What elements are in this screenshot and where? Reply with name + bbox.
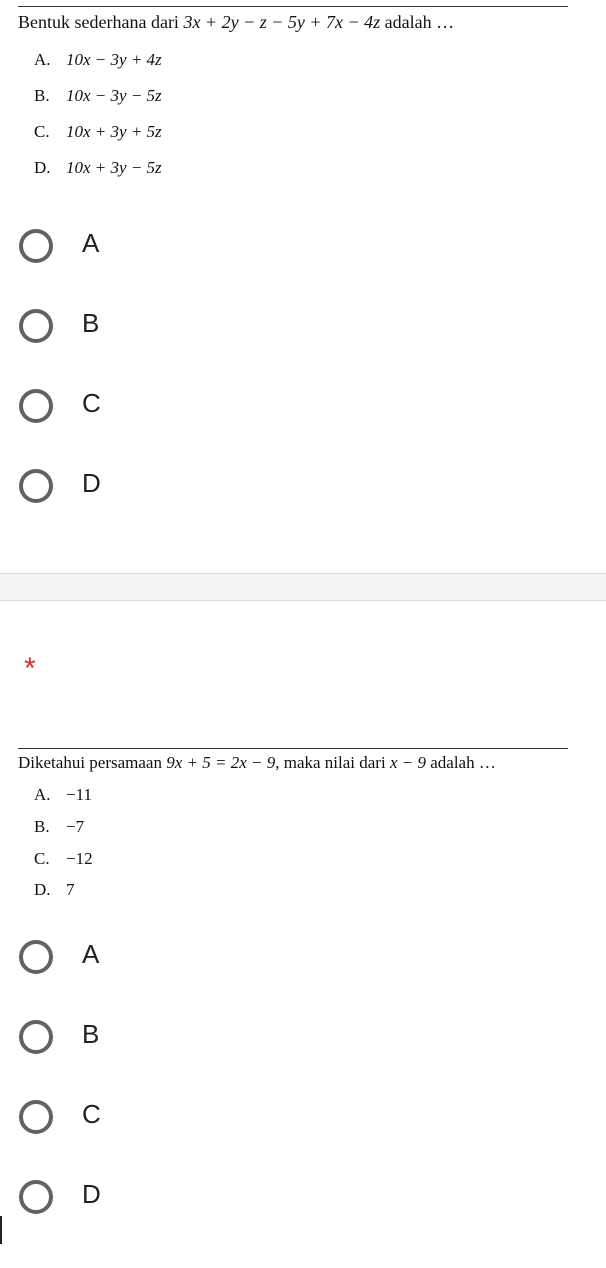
q2-choice-b[interactable]: [0, 1002, 606, 1072]
question-2-prompt-prefix: Diketahui persamaan: [18, 753, 167, 772]
question-2-option-a: [34, 785, 92, 805]
option-letter: A.: [34, 785, 51, 804]
option-letter: C.: [34, 122, 50, 141]
choice-label: A: [82, 939, 100, 969]
option-letter: A.: [34, 50, 51, 69]
question-1-option-a: [34, 50, 162, 70]
required-asterisk: *: [24, 652, 36, 685]
question-1-option-d: [34, 158, 162, 178]
q1-choice-d[interactable]: [0, 449, 606, 519]
radio-button[interactable]: [19, 940, 53, 974]
question-2-prompt-mid: , maka nilai dari: [275, 753, 390, 772]
radio-button[interactable]: [19, 229, 53, 263]
option-letter: D.: [34, 158, 51, 177]
option-letter: B.: [34, 817, 50, 836]
choice-label: A: [82, 228, 100, 258]
option-letter: C.: [34, 849, 50, 868]
question-2-prompt: [18, 752, 568, 774]
question-1-image: [18, 6, 568, 186]
choice-label: B: [82, 1019, 100, 1049]
question-2-option-b: [34, 817, 84, 837]
option-value: 10x + 3y + 5z: [66, 122, 162, 141]
option-value: 10x − 3y + 4z: [66, 50, 162, 69]
question-1-top-rule: [18, 6, 568, 7]
option-letter: D.: [34, 880, 51, 899]
question-1-prompt-suffix: adalah …: [380, 12, 455, 32]
question-2-image: [18, 748, 568, 908]
question-1-prompt-math: 3x + 2y − z − 5y + 7x − 4z: [183, 12, 381, 32]
option-value: −12: [66, 849, 93, 868]
q1-choice-a[interactable]: [0, 209, 606, 279]
choice-label: C: [82, 388, 101, 418]
radio-button[interactable]: [19, 469, 53, 503]
question-2-prompt-math2: x − 9: [389, 753, 426, 772]
text-cursor: [0, 1216, 2, 1244]
radio-button[interactable]: [19, 389, 53, 423]
choice-label: B: [82, 308, 100, 338]
radio-button[interactable]: [19, 1180, 53, 1214]
question-1-option-b: [34, 86, 162, 106]
question-2-prompt-suffix: adalah …: [425, 753, 496, 772]
choice-label: C: [82, 1099, 101, 1129]
option-value: 10x + 3y − 5z: [66, 158, 162, 177]
q1-choice-b[interactable]: [0, 289, 606, 359]
option-value: −7: [66, 817, 85, 836]
option-value: −11: [66, 785, 92, 804]
q1-choice-c[interactable]: [0, 369, 606, 439]
question-2-prompt-math: 9x + 5 = 2x − 9: [166, 753, 276, 772]
q2-choice-a[interactable]: [0, 922, 606, 992]
q2-choice-d[interactable]: [0, 1162, 606, 1232]
question-1-prompt: [18, 11, 568, 33]
question-2-top-rule: [18, 748, 568, 749]
choice-label: D: [82, 468, 101, 498]
option-letter: B.: [34, 86, 50, 105]
radio-button[interactable]: [19, 1100, 53, 1134]
choice-label: D: [82, 1179, 101, 1209]
radio-button[interactable]: [19, 1020, 53, 1054]
section-divider: [0, 573, 606, 601]
question-2-option-d: [34, 880, 75, 900]
question-1-option-c: [34, 122, 162, 142]
question-2-option-c: [34, 849, 93, 869]
option-value: 10x − 3y − 5z: [66, 86, 162, 105]
radio-button[interactable]: [19, 309, 53, 343]
q2-choice-c[interactable]: [0, 1082, 606, 1152]
question-1-prompt-prefix: Bentuk sederhana dari: [18, 12, 184, 32]
option-value: 7: [66, 880, 75, 899]
